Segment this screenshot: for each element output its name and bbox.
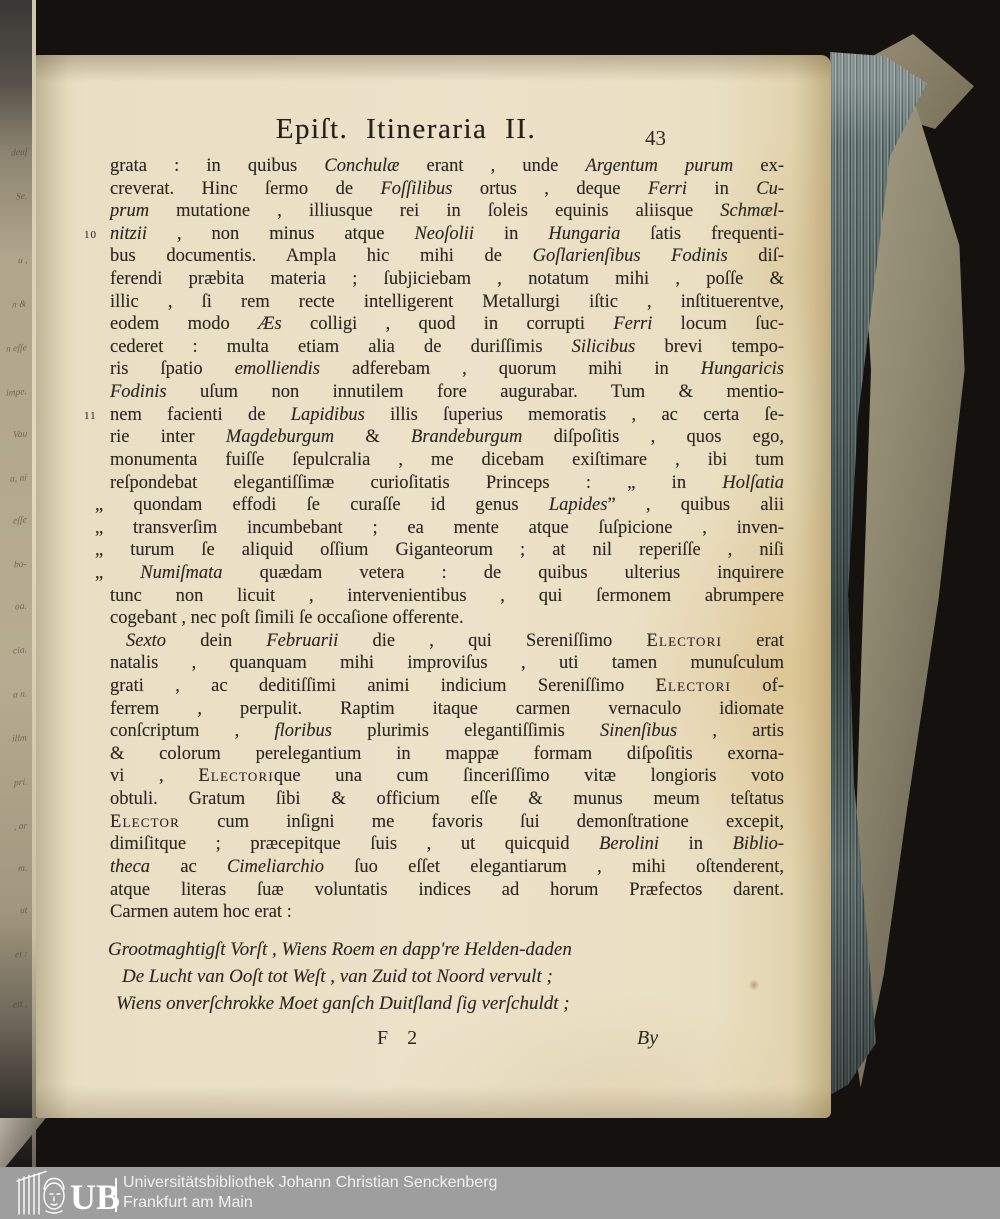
body-line: atque literas ſuæ voluntatis indices ad horum Præfectos darent. [110, 879, 784, 900]
catchline [110, 1027, 784, 1055]
edge-text-fragment: u , [17, 255, 27, 267]
edge-text-fragment: Se. [15, 191, 27, 203]
edge-text-fragment: a, ni [10, 473, 27, 485]
edge-text-fragment: a n. [12, 689, 27, 701]
edge-text-fragment: deuſ [10, 147, 27, 159]
edge-text-fragment: n & [12, 299, 27, 311]
edge-text-fragment: et : [14, 949, 27, 961]
edge-text-fragment: cia. [13, 645, 27, 657]
body-line: grati , ac deditiſſimi animi indicium Sereniſſimo Electori of- [110, 676, 784, 697]
body-line: Fodinis uſum non innutilem fore augurabar. Tum & mentio- [110, 382, 784, 403]
body-line: & colorum perelegantium in mappæ formam diſpoſitis exorna- [110, 743, 784, 764]
scanned-page [36, 55, 831, 1118]
body-line: dimiſitque ; præcepitque ſuis , ut quicquid Berolini in Biblio- [110, 834, 785, 855]
facing-page-edge [0, 0, 36, 1167]
body-line: ris ſpatio emolliendis adferebam , quorum mihi in Hungaricis [110, 359, 784, 380]
body-line: eodem modo Æs colligi , quod in corrupti Ferri locum ſuc- [110, 314, 784, 335]
margin-line-number: 11 [84, 409, 97, 422]
edge-text-fragment: , ar [13, 821, 27, 833]
ub-library-logo [16, 1170, 120, 1216]
edge-text-fragment: eſſe [13, 515, 27, 527]
body-line: „ Numiſmata quædam vetera : de quibus ulterius inquirere [95, 562, 784, 583]
body-line: „ quondam effodi ſe curaſſe id genus Lapides” , quibus alii [95, 495, 784, 516]
body-line: rie inter Magdeburgum & Brandeburgum diſpoſitis , quos ego, [110, 427, 785, 448]
page-number: 43 [645, 126, 666, 150]
edge-text-fragment: ett , [12, 999, 27, 1011]
edge-text-fragment: oa. [15, 601, 27, 613]
body-line: theca ac Cimeliarchio ſuo eſſet elegantiarum , mihi oſtenderent, [110, 856, 784, 877]
body-text [84, 156, 785, 925]
body-line: reſpondebat elegantiſſimæ curioſitatis Princeps : „ in Holſatia [110, 472, 784, 493]
body-line: Sexto dein Februarii die , qui Sereniſſimo Electori erat [126, 630, 784, 651]
body-line: tunc non licuit , intervenientibus , qui ſermonem abrumpere [110, 585, 784, 606]
institution-name: Universitätsbibliothek Johann Christian Senckenberg [123, 1174, 498, 1191]
body-line: creverat. Hinc ſermo de Foſſilibus ortus , deque Ferri in Cu- [110, 178, 784, 199]
running-head: Epiſt. Itineraria II. [275, 113, 537, 145]
margin-line-number: 10 [84, 228, 97, 241]
body-line: conſcriptum , floribus plurimis elegantiſſimis Sinenſibus , artis [110, 721, 784, 742]
body-line: nem facienti de Lapidibus illis ſuperius memoratis , ac certa ſe- 11 [84, 404, 784, 425]
poem-line: De Lucht van Ooſt tot Weſt , van Zuid tot Noord vervult ; [122, 966, 553, 987]
body-line: „ transverſim incumbebant ; ea mente atque ſuſpicione , inven- [95, 517, 784, 538]
poem [108, 939, 792, 1020]
body-line: cogebant , nec poſt ſimili ſe occaſione offerente. [110, 608, 464, 629]
body-line: Elector cum inſigni me favoris ſui demonſtratione excepit, [110, 811, 784, 832]
body-line: „ turum ſe aliquid oſſium Giganteorum ; at nil reperiſſe , niſi [95, 540, 784, 561]
edge-text-fragment: n eſſe [6, 343, 27, 355]
edge-text-fragment: Vau [12, 429, 27, 441]
body-line: grata : in quibus Conchulæ erant , unde Argentum purum ex- [110, 156, 785, 176]
edge-text-fragment: m. [17, 863, 27, 875]
signature-mark: F 2 [377, 1027, 425, 1049]
edge-text-fragment: ut [19, 905, 27, 917]
catchword: By [637, 1027, 659, 1049]
body-line: illic , ſi rem recte intelligerent Metallurgi iſtic , inſtituerentve, [110, 291, 784, 312]
poem-line: Wiens onverſchrokke Moet ganſch Duitſland ſig verſchuldt ; [116, 993, 570, 1014]
body-line: monumenta fuiſſe ſepulcralia , me dicebam exiſtimare , ibi tum [110, 449, 784, 470]
ub-logo-text: UB [70, 1177, 120, 1216]
body-line: ferendi præbita materia ; ſubjiciebam , notatum mihi , poſſe & [110, 269, 784, 290]
body-line: prum mutatione , illiusque rei in ſoleis equinis aliisque Schmæl- [110, 201, 784, 222]
body-line: nitzii , non minus atque Neoſolii in Hungaria ſatis frequenti- 10 [84, 223, 784, 244]
edge-text-fragment: impe. [6, 387, 27, 399]
library-watermark-bar [0, 1167, 1000, 1219]
edge-text-fragment: illm [12, 733, 27, 745]
body-line: natalis , quanquam mihi improviſus , uti tamen munuſculum [110, 653, 784, 674]
edge-text-fragment: pri. [13, 777, 27, 789]
body-line: Carmen autem hoc erat : [110, 902, 292, 923]
body-line: bus documentis. Ampla hic mihi de Goſlarienſibus Fodinis diſ- [110, 246, 784, 267]
body-line: cederet : multa etiam alia de duriſſimis Silicibus brevi tempo- [110, 336, 784, 357]
body-line: vi , Electorique una cum ſinceriſſimo vitæ longioris voto [110, 766, 785, 787]
edge-text-fragment: bo- [14, 559, 27, 571]
body-line: obtuli. Gratum ſibi & officium eſſe & munus meum teſtatus [110, 789, 784, 810]
body-line: ferrem , perpulit. Raptim itaque carmen vernaculo idiomate [110, 698, 784, 719]
poem-line: Grootmaghtigſt Vorſt , Wiens Roem en dapp're Helden-daden [108, 939, 572, 960]
institution-city: Frankfurt am Main [123, 1193, 253, 1211]
